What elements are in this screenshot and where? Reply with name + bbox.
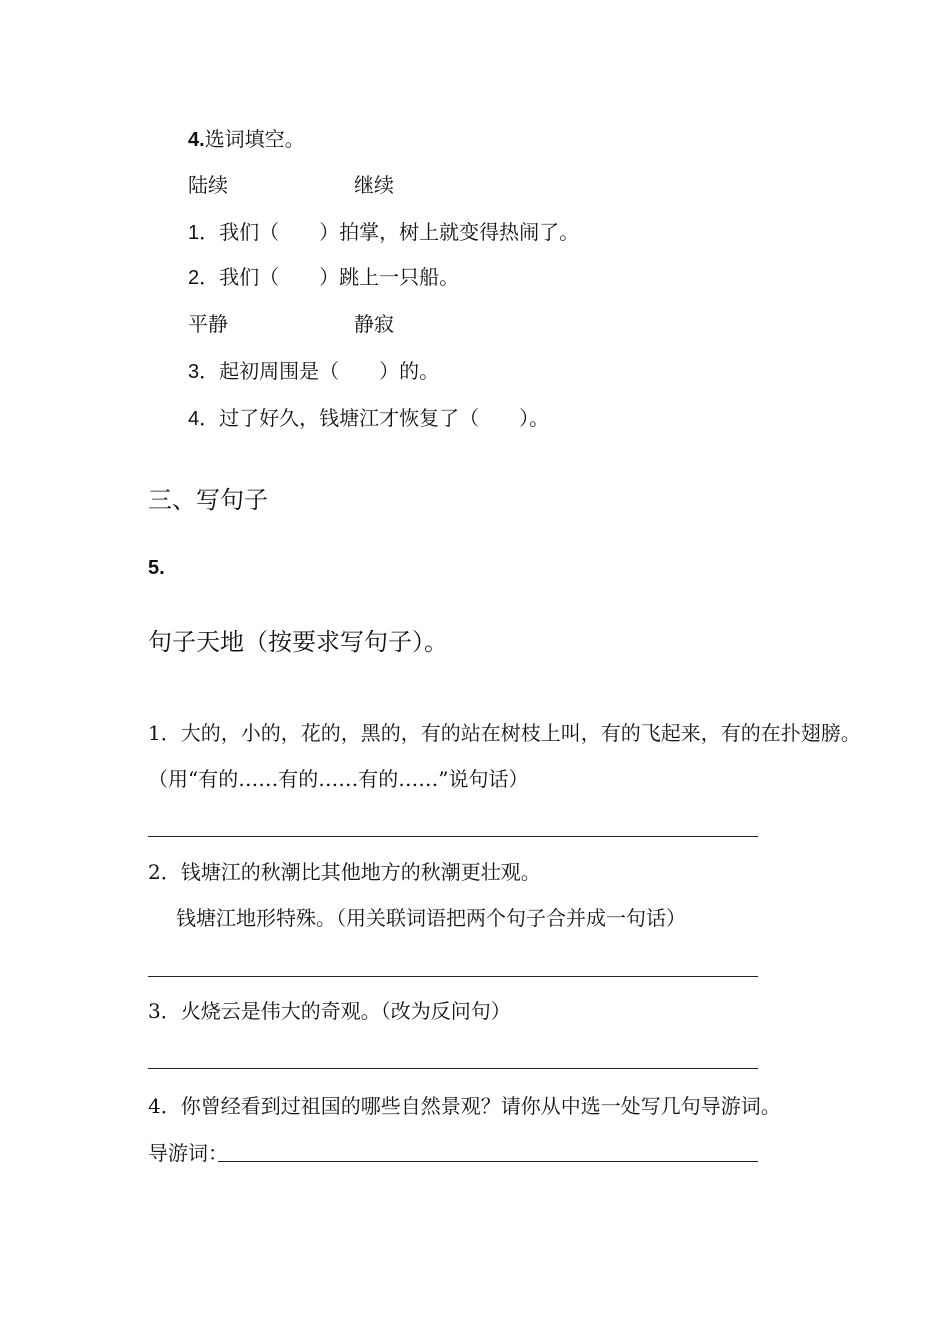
sentence-question-1-requirement: （用“有的……有的……有的……”说句话） — [148, 767, 529, 791]
question-five-number: 5. — [148, 557, 165, 579]
part-three-title: 三、写句子 — [148, 486, 268, 514]
fill-item-number: 1． — [188, 222, 220, 244]
word-option-2a: 平静 — [188, 314, 228, 336]
fill-item-number: 3． — [188, 361, 220, 383]
answer-line-1[interactable] — [148, 836, 758, 837]
fill-item-3 — [188, 362, 439, 382]
section-four-heading — [188, 130, 305, 150]
fill-item-number: 4． — [188, 408, 220, 430]
fill-item-text: 我们（ ）拍掌，树上就变得热闹了。 — [219, 222, 580, 244]
sentence-question-3: 3．火烧云是伟大的奇观。（改为反问句） — [148, 999, 511, 1023]
fill-item-text: 起初周围是（ ）的。 — [219, 361, 440, 383]
word-option-1b: 继续 — [354, 175, 394, 197]
answer-line-3[interactable] — [148, 1068, 758, 1069]
section-four-title: 选词填空。 — [204, 129, 305, 151]
tour-guide-label: 导游词： — [148, 1141, 228, 1165]
fill-item-number: 2． — [188, 267, 220, 289]
question-instruction: 句子天地（按要求写句子）。 — [148, 628, 448, 656]
answer-line-4[interactable] — [218, 1161, 758, 1162]
answer-line-2[interactable] — [148, 976, 758, 977]
fill-item-2 — [188, 268, 459, 288]
fill-item-4 — [188, 409, 549, 429]
fill-item-1 — [188, 223, 579, 243]
section-four-number: 4. — [188, 129, 205, 151]
word-option-1a: 陆续 — [188, 175, 228, 197]
sentence-question-2-requirement: 钱塘江地形特殊。（用关联词语把两个句子合并成一句话） — [176, 906, 686, 930]
sentence-question-1: 1．大的，小的，花的，黑的，有的站在树枝上叫，有的飞起来，有的在扑翅膀。 — [148, 721, 861, 745]
fill-item-text: 我们（ ）跳上一只船。 — [219, 267, 460, 289]
sentence-question-2: 2．钱塘江的秋潮比其他地方的秋潮更壮观。 — [148, 860, 541, 884]
fill-item-text: 过了好久，钱塘江才恢复了（ ）。 — [219, 408, 550, 430]
word-option-2b: 静寂 — [354, 314, 394, 336]
sentence-question-4: 4．你曾经看到过祖国的哪些自然景观？请你从中选一处写几句导游词。 — [148, 1094, 781, 1118]
